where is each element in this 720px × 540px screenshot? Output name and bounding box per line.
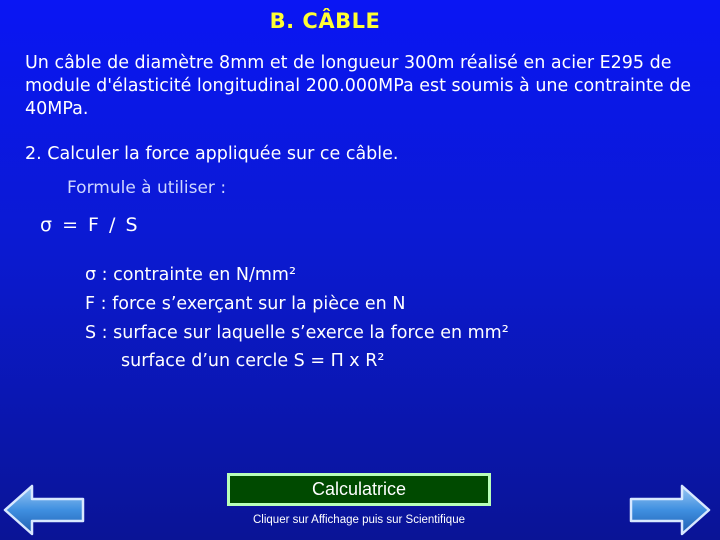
definition-force: F : force s’exerçant sur la pièce en N [85, 294, 406, 314]
arrow-left-icon [2, 482, 86, 538]
circle-surface-formula: surface d’un cercle S = Π x R² [121, 351, 385, 371]
calculator-hint: Cliquer sur Affichage puis sur Scientifique [252, 514, 465, 526]
arrow-right-icon [628, 482, 712, 538]
question-text: 2. Calculer la force appliquée sur ce câble. [25, 144, 399, 164]
definition-surface: S : surface sur laquelle s’exerce la force en mm² [85, 323, 509, 343]
definition-stress: σ : contrainte en N/mm² [85, 265, 296, 285]
slide-title: B. CÂBLE [269, 9, 381, 33]
previous-slide-button[interactable] [2, 482, 86, 538]
formula: σ = F / S [40, 214, 140, 236]
problem-statement: Un câble de diamètre 8mm et de longueur 300m réalisé en acier E295 de module d'élasticité longitudinal 200.000MPa est soumis à une contrainte de 40MPa. [25, 53, 692, 119]
formula-label: Formule à utiliser : [67, 178, 227, 198]
next-slide-button[interactable] [628, 482, 712, 538]
calculator-button[interactable]: Calculatrice [227, 473, 491, 506]
definitions-list [85, 261, 509, 348]
